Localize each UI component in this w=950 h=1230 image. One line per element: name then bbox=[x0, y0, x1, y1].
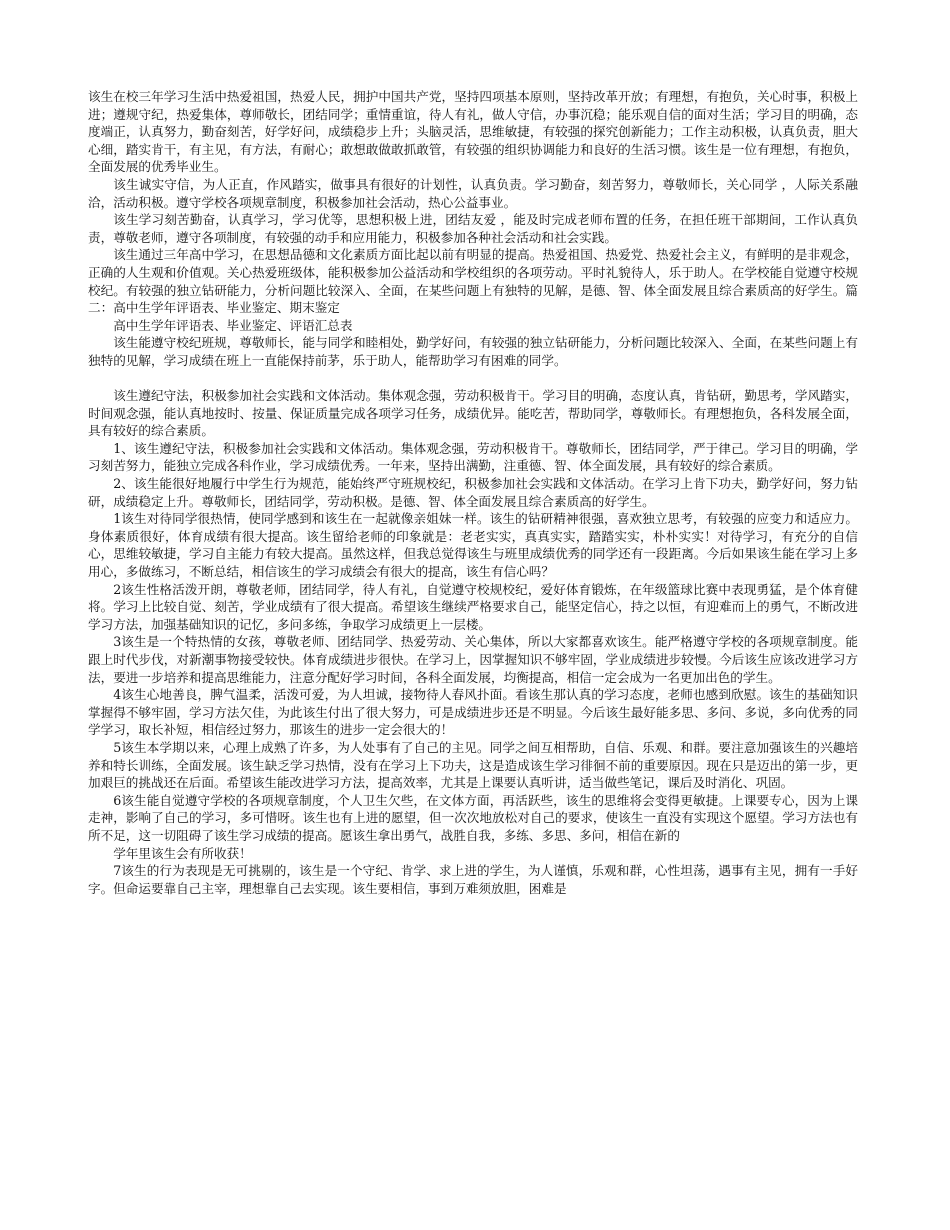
paragraph-10: 1该生对待同学很热情，使同学感到和该生在一起就像亲姐妹一样。该生的钻研精神很强，喜欢独立思考，有较强的应变力和适应力。身体素质很好，体育成绩有很大提高。该生留给老师的印象就是：老老实实，真真实实，踏踏实实，朴朴实实！对待学习，有充分的自信心，思维较敏捷，学习自主能力有较大提高。虽然这样，但我总觉得该生与班里成绩优秀的同学还有一段距离。今后如果该生能在学习上多用心，多做练习，不断总结，相信该生的学习成绩会有很大的提高，该生有信心吗？ bbox=[88, 511, 858, 580]
paragraph-3: 该生通过三年高中学习，在思想品德和文化素质方面比起以前有明显的提高。热爱祖国、热爱党、热爱社会主义，有鲜明的是非观念，正确的人生观和价值观。关心热爱班级体，能积极参加公益活动和学校组织的各项劳动。平时礼貌待人，乐于助人。在学校能自觉遵守校规校纪。有较强的独立钻研能力，分析问题比较深入、全面，在某些问题上有独特的见解，是德、智、体全面发展且综合素质高的好学生。篇二：高中生学年评语表、毕业鉴定、期末鉴定 bbox=[88, 247, 858, 316]
document-page bbox=[88, 88, 858, 897]
paragraph-5: 该生能遵守校纪班规，尊敬师长，能与同学和睦相处，勤学好问，有较强的独立钻研能力，分析问题比较深入、全面，在某些问题上有独特的见解，学习成绩在班上一直能保持前茅，乐于助人，能帮助学习有困难的同学。 bbox=[88, 335, 858, 368]
paragraph-1: 该生诚实守信，为人正直，作风踏实，做事具有很好的计划性，认真负责。学习勤奋，刻苦努力，尊敬师长，关心同学 ，人际关系融洽，活动积极。遵守学校各项规章制度，积极参加社会活动，热心公益事业。 bbox=[88, 176, 858, 210]
paragraph-12: 3该生是一个特热情的女孩，尊敬老师、团结同学、热爱劳动、关心集体，所以大家都喜欢该生。能严格遵守学校的各项规章制度。能跟上时代步伐，对新潮事物接受较快。体育成绩进步很快。在学习上，因掌握知识不够牢固，学业成绩进步较慢。今后该生应该改进学习方法，要进一步培养和提高思维能力，注意分配好学习时间，各科全面发展，均衡提高，相信一定会成为一名更加出色的学生。 bbox=[88, 634, 858, 685]
paragraph-7: 该生遵纪守法，积极参加社会实践和文体活动。集体观念强，劳动积极肯干。学习目的明确，态度认真，肯钻研，勤思考，学风踏实，时间观念强，能认真地按时、按量、保证质量完成各项学习任务，成绩优异。能吃苦，帮助同学，尊敬师长。有理想抱负，各科发展全面，具有较好的综合素质。 bbox=[88, 388, 858, 439]
paragraph-4: 高中生学年评语表、毕业鉴定、评语汇总表 bbox=[113, 317, 353, 333]
paragraph-17: 7该生的行为表现是无可挑剔的，该生是一个守纪、肯学、求上进的学生，为人谨慎，乐观和群，心性坦荡，遇事有主见，拥有一手好字。但命运要靠自己主宰，理想靠自己去实现。该生要相信，事到万难须放胆，困难是 bbox=[88, 863, 858, 896]
paragraph-13: 4该生心地善良，脾气温柔，活泼可爱，为人坦诚，接物待人春风扑面。看该生那认真的学习态度，老师也感到欣慰。该生的基础知识掌握得不够牢固，学习方法欠佳，为此该生付出了很大努力，可是成绩进步还是不明显。今后该生最好能多思、多问、多说，多向优秀的同学学习，取长补短，相信经过努力，那该生的进步一定会很大的！ bbox=[88, 687, 858, 738]
paragraph-11: 2该生性格活泼开朗，尊敬老师，团结同学，待人有礼，自觉遵守校规校纪，爱好体育锻炼，在年级篮球比赛中表现勇猛，是个体育健将。学习上比较自觉、刻苦，学业成绩有了很大提高。希望该生继续严格要求自己，能坚定信心，持之以恒，有迎难而上的勇气，不断改进学习方法，加强基础知识的记忆，多问多练，争取学习成绩更上一层楼。 bbox=[88, 581, 858, 632]
paragraph-9: 2、该生能很好地履行中学生行为规范，能始终严守班规校纪，积极参加社会实践和文体活动。在学习上肯下功夫，勤学好问，努力钻研，成绩稳定上升。尊敬师长，团结同学，劳动积极。是德、智、体全面发展且综合素质高的好学生。 bbox=[88, 476, 858, 509]
paragraph-14: 5该生本学期以来，心理上成熟了许多，为人处事有了自己的主见。同学之间互相帮助，自信、乐观、和群。要注意加强该生的兴趣培养和特长训练，全面发展。该生缺乏学习热情，没有在学习上下功夫，这是造成该生学习徘徊不前的重要原因。现在只是迈出的第一步，更加艰巨的挑战还在后面。希望该生能改进学习方法，提高效率，尤其是上课要认真听讲，适当做些笔记，课后及时消化、巩固。 bbox=[88, 739, 858, 791]
paragraph-16: 学年里该生会有所收获！ bbox=[113, 845, 252, 861]
paragraph-2: 该生学习刻苦勤奋，认真学习，学习优等，思想积极上进，团结友爱 ，能及时完成老师布置的任务，在担任班干部期间，工作认真负责，尊敬老师，遵守各项制度，有较强的动手和应用能力，积极参加各种社会活动和社会实践。 bbox=[88, 212, 858, 245]
paragraph-8: 1、该生遵纪守法，积极参加社会实践和文体活动。集体观念强，劳动积极肯干。尊敬师长，团结同学，严于律己。学习目的明确，学习刻苦努力，能独立完成各科作业，学习成绩优秀。一年来，坚持出满勤，注重德、智、体全面发展，具有较好的综合素质。 bbox=[88, 440, 858, 474]
blank-line bbox=[88, 370, 858, 388]
paragraph-0: 该生在校三年学习生活中热爱祖国，热爱人民，拥护中国共产党，坚持四项基本原则，坚持改革开放；有理想，有抱负，关心时事，积极上进；遵规守纪，热爱集体，尊师敬长，团结同学；重情重谊，待人有礼，做人守信，办事沉稳；能乐观自信的面对生活；学习目的明确，态度端正，认真努力，勤奋刻苦，好学好问，成绩稳步上升；头脑灵活，思维敏捷，有较强的探究创新能力；工作主动积极，认真负责，胆大心细，踏实肯干，有主见，有方法，有耐心；敢想敢做敢抓敢管，有较强的组织协调能力和良好的生活习惯。该生是一位有理想，有抱负，全面发展的优秀毕业生。 bbox=[88, 89, 858, 175]
paragraph-15: 6该生能自觉遵守学校的各项规章制度，个人卫生欠些，在文体方面，再活跃些，该生的思维将会变得更敏捷。上课要专心，因为上课走神，影响了自己的学习，多可惜呀。该生也有上进的愿望，但一次次地放松对自己的要求，使该生一直没有实现这个愿望。学习方法也有所不足，这一切阻碍了该生学习成绩的提高。愿该生拿出勇气，战胜自我，多练、多思、多问，相信在新的 bbox=[88, 792, 858, 843]
